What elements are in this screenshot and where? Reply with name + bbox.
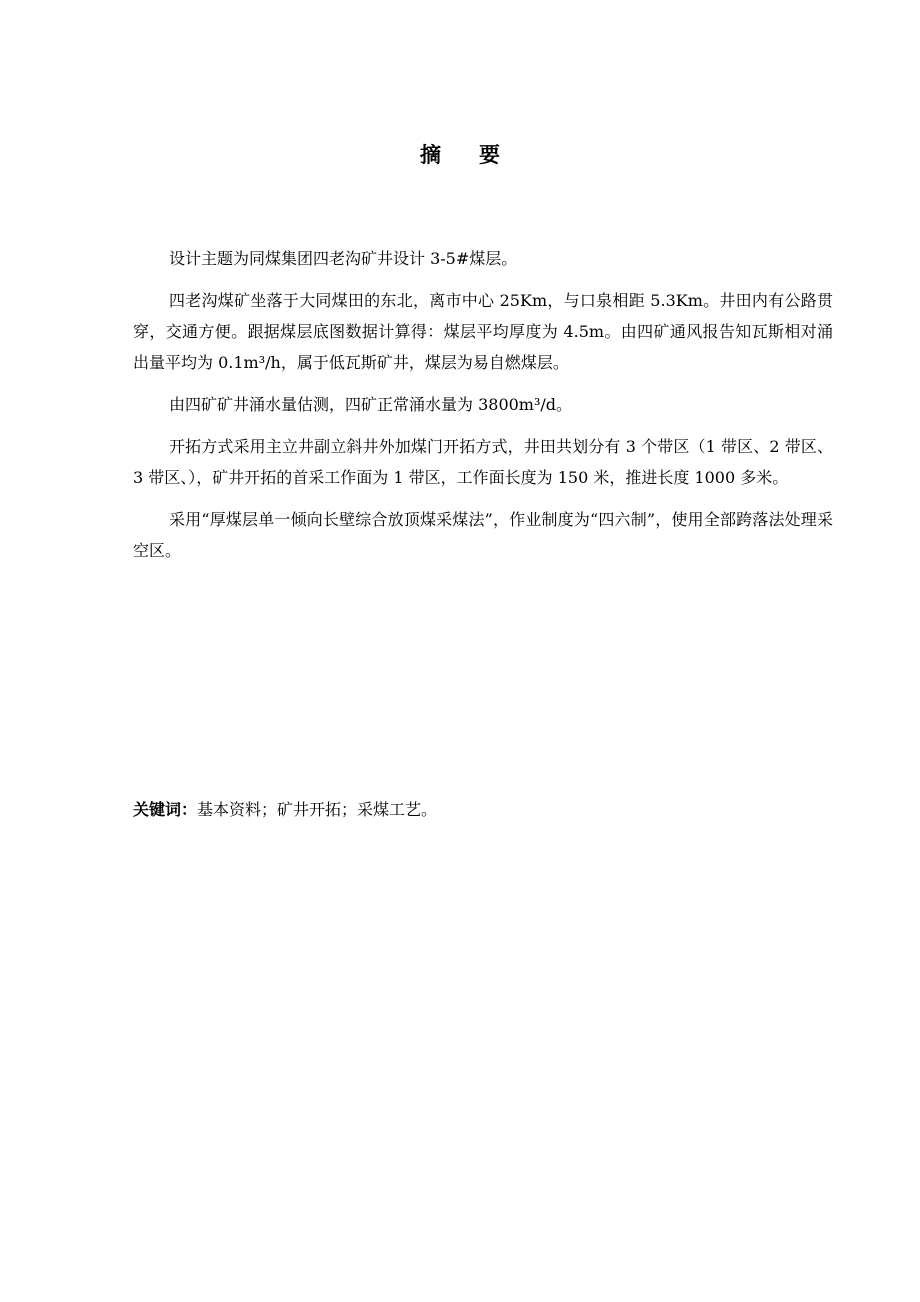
paragraph-development-method: 开拓方式采用主立井副立斜井外加煤门开拓方式，井田共划分有 3 个带区（1 带区、2 带区、3 带区、），矿井开拓的首采工作面为 1 带区，工作面长度为 150 米，推进长度 1000 多米。 [133, 437, 833, 487]
title-char-1: 摘 [420, 143, 441, 167]
keywords-line [133, 796, 833, 824]
page-title [0, 140, 920, 170]
paragraph-water-inflow: 由四矿矿井涌水量估测，四矿正常涌水量为 3800m³/d。 [169, 395, 573, 414]
keywords-value: 基本资料；矿井开拓；采煤工艺。 [197, 800, 438, 819]
paragraph-design-topic: 设计主题为同煤集团四老沟矿井设计 3-5#煤层。 [169, 249, 518, 268]
title-char-2: 要 [479, 143, 500, 167]
abstract-body [133, 243, 833, 577]
paragraph-mine-location: 四老沟煤矿坐落于大同煤田的东北，离市中心 25Km，与口泉相距 5.3Km。井田内有公路贯穿，交通方便。跟据煤层底图数据计算得：煤层平均厚度为 4.5m。由四矿通风报告知瓦斯相对涌出量平均为 0.1m³/h，属于低瓦斯矿井，煤层为易自燃煤层。 [133, 291, 833, 372]
keywords-label: 关键词： [133, 800, 198, 819]
paragraph-mining-method: 采用“厚煤层单一倾向长壁综合放顶煤采煤法”，作业制度为“四六制”，使用全部跨落法处理采空区。 [133, 510, 833, 560]
